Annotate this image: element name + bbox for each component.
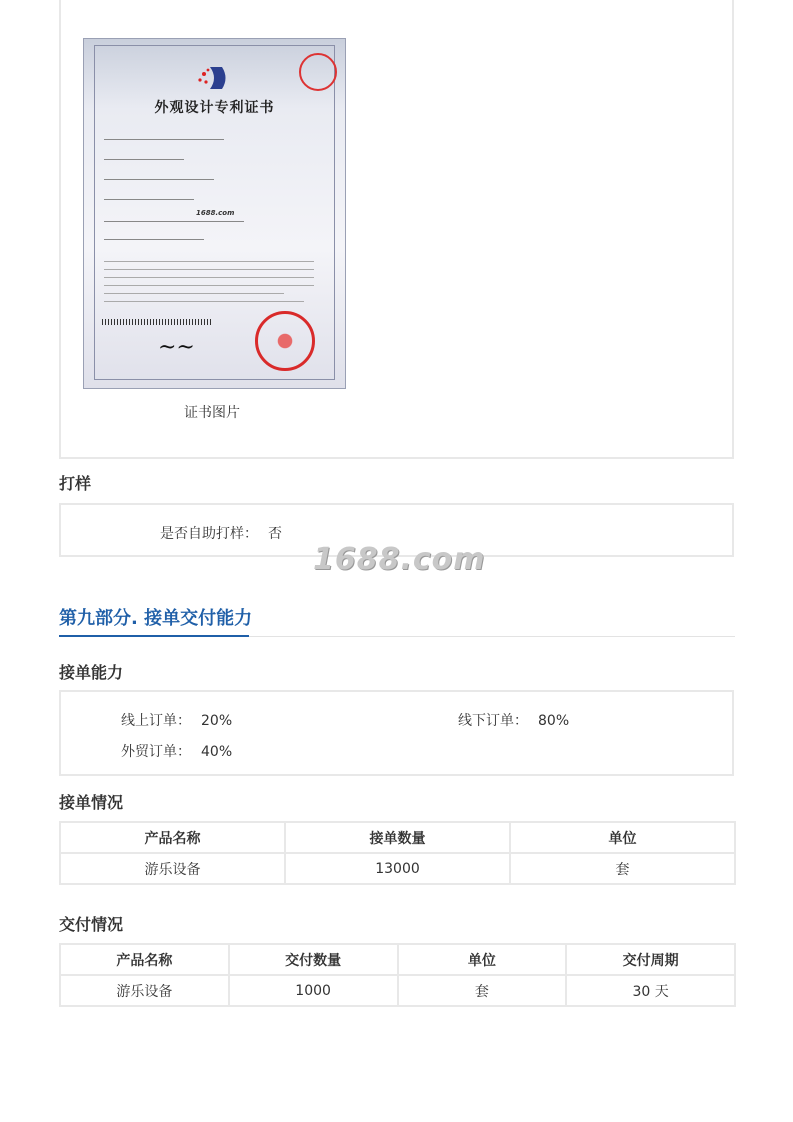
order-capacity-panel (59, 690, 734, 776)
self-sample-value: 否 (268, 526, 282, 542)
column-header: 接单数量 (285, 822, 510, 853)
certificate-seal-top-icon (299, 53, 337, 91)
table-cell: 游乐设备 (60, 853, 285, 884)
delivery-status-heading: 交付情况 (59, 915, 124, 934)
certificate-text-line (104, 285, 314, 286)
offline-order-label: 线下订单： (458, 713, 528, 729)
certificate-text-line (104, 221, 244, 222)
section-divider-accent (59, 635, 249, 637)
column-header: 单位 (510, 822, 735, 853)
table-header-row (60, 944, 735, 975)
column-header: 交付周期 (566, 944, 735, 975)
certificate-text-line (104, 301, 304, 302)
certificate-text-line (104, 293, 284, 294)
online-order-value: 20% (201, 713, 233, 729)
table-cell: 1000 (229, 975, 398, 1006)
signature-icon: ~~ (158, 335, 195, 360)
self-sample-row (160, 523, 282, 543)
table-cell: 游乐设备 (60, 975, 229, 1006)
table-cell: 30 天 (566, 975, 735, 1006)
certificate-caption: 证书图片 (184, 405, 240, 421)
table-row (60, 975, 735, 1006)
sampling-heading: 打样 (59, 474, 92, 493)
official-seal-icon (255, 311, 315, 371)
certificate-text-line (104, 139, 224, 140)
barcode-icon (102, 319, 212, 325)
offline-order-value: 80% (538, 713, 570, 729)
order-status-table (59, 821, 736, 885)
certificate-text-line (104, 261, 314, 262)
foreign-order-row (121, 741, 232, 761)
certificate-text-line (104, 277, 314, 278)
table-cell: 套 (510, 853, 735, 884)
column-header: 单位 (398, 944, 567, 975)
foreign-order-label: 外贸订单： (121, 744, 191, 760)
table-cell: 套 (398, 975, 567, 1006)
delivery-status-table (59, 943, 736, 1007)
certificate-panel (59, 0, 734, 459)
table-row (60, 853, 735, 884)
certificate-text-line (104, 179, 214, 180)
offline-order-row (458, 710, 569, 730)
certificate-text-line (104, 159, 184, 160)
order-capacity-heading: 接单能力 (59, 663, 124, 682)
online-order-label: 线上订单： (121, 713, 191, 729)
certificate-image[interactable] (83, 38, 346, 389)
column-header: 产品名称 (60, 822, 285, 853)
part-nine-title: 第九部分. 接单交付能力 (59, 608, 253, 629)
foreign-order-value: 40% (201, 744, 233, 760)
certificate-text-line (104, 199, 194, 200)
column-header: 产品名称 (60, 944, 229, 975)
table-cell: 13000 (285, 853, 510, 884)
table-header-row (60, 822, 735, 853)
order-status-heading: 接单情况 (59, 793, 124, 812)
patent-office-logo-icon (196, 65, 230, 91)
certificate-text-line (104, 269, 314, 270)
column-header: 交付数量 (229, 944, 398, 975)
certificate-site-mark: 1688.com (196, 209, 235, 217)
self-sample-label: 是否自助打样： (160, 526, 258, 542)
certificate-document-title: 外观设计专利证书 (154, 100, 275, 116)
site-watermark: 1688.com (313, 542, 486, 577)
certificate-text-line (104, 239, 204, 240)
online-order-row (121, 710, 232, 730)
